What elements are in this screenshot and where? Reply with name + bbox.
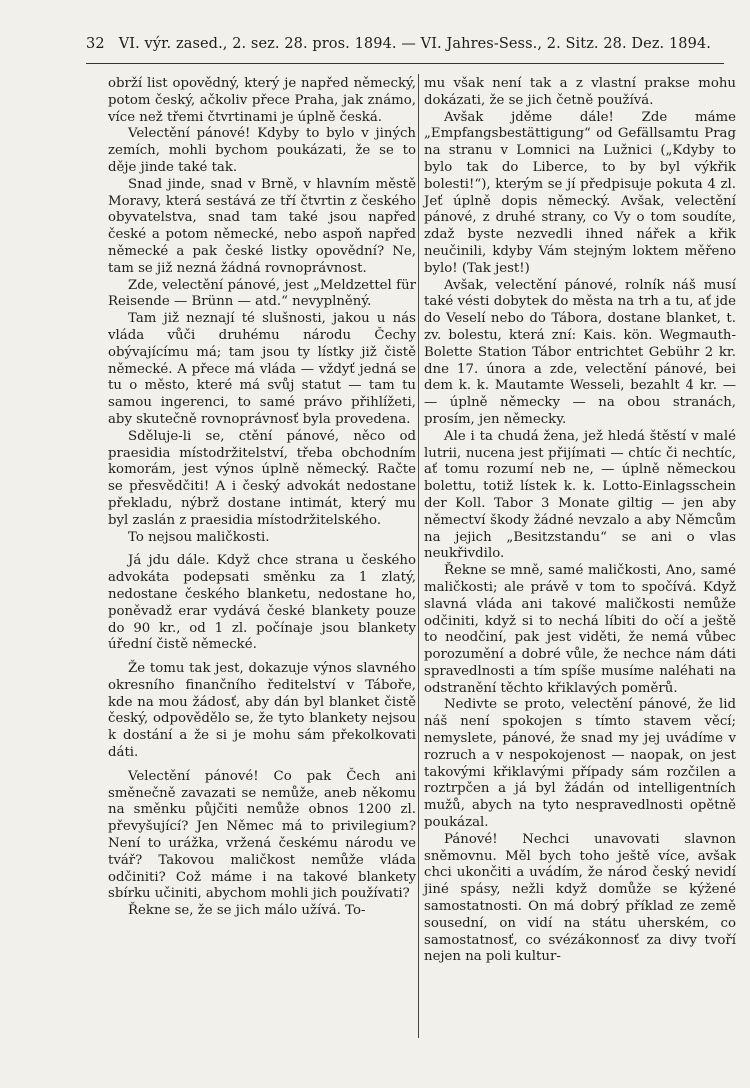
paragraph: Nedivte se proto, velectění pánové, že lid náš není spokojen s tímto stavem věcí; nemyslete, pánové, že snad my jej uvádíme v rozruch a v nespokojenost — naopak, on jest takovými křiklavými případy sám rozčilen a roztrpčen a já byl žádán od intelligentních mužů, abych na tyto nespravedlnosti opětně poukázal. [424,697,736,831]
column-divider [418,74,419,1038]
paragraph: Avšak jděme dále! Zde máme „Empfangsbestättigung“ od Gefällsamtu Prag na stranu v Lomnici na Lužnici („Kdyby to bylo tak do Liberce, to by byl výkřik bolesti!“), kterým se jí předpisuje pokuta 4 zl. Jeť úplně dopis německý. Avšak, velectění pánové, z druhé strany, co Vy o tom soudíte, zdaž byste nezvedli ihned nářek a křik neučinili, kdyby Vám stejným loktem měřeno bylo! (Tak jest!) [424,109,736,276]
paragraph: Velectění pánové! Co pak Čech ani směnečně zavazati se nemůže, aneb někomu na směnku půjčiti nemůže obnos 1200 zl. převyšující? Jen Němec má to privilegium? Není to urážka, vržená českému národu ve tvář? Takovou maličkost nemůže vláda odčiniti? Což máme i na takové blankety sbírku učiniti, abychom mohli jich používati? [108,768,416,902]
right-column [424,76,736,966]
paragraph: Tam již neznají té slušnosti, jakou u nás vláda vůči druhému národu Čechy obývajícímu má; tam jsou ty lístky již čistě německé. A přece má vláda — vždyť jedná se tu o město, které má svůj statut — tam tu samou ingerenci, to samé právo přihlížeti, aby skutečně rovnoprávnosť byla provedena. [108,311,416,427]
page-header [86,36,726,52]
header-separator: — [401,36,416,52]
paragraph: Ale i ta chudá žena, jež hledá štěstí v malé lutrii, nucena jest přijímati — chtíc či nechtíc, ať tomu rozumí neb ne, — úplně německou bolettu, totiž lístek k. k. Lotto-Einlagsschein der Koll. Tabor 3 Monate giltig — jen aby němectví škody žádné nevzalo a aby Němcům na jejich „Besitzstandu“ se ani o vlas neukřivdilo. [424,428,736,562]
paragraph: Že tomu tak jest, dokazuje výnos slavného okresního finančního ředitelství v Táboře, kde na mou žádosť, aby dán byl blanket čistě český, odpovědělo se, že tyto blankety nejsou k dostání a že si je mohu sám překolkovati dáti. [108,661,416,761]
paragraph: Sděluje-li se, ctění pánové, něco od praesidia místodržitelství, třeba obchodním komorám, jest výnos úplně německý. Račte se přesvědčiti! A i český advokát nedostane překladu, nýbrž dostane intimát, který mu byl zaslán z praesidia místodržitelského. [108,428,416,528]
paragraph: Avšak, velectění pánové, rolník náš musí také vésti dobytek do města na trh a tu, ať jde do Veselí nebo do Tábora, dostane blanket, t. zv. bolestu, která zní: Kais. kön. Wegmauth-Bolette Station Tábor entrichtet Gebühr 2 kr. dne 17. února a zde, velectění pánové, bei dem k. k. Mautamte Wesseli, bezahlt 4 kr. — — úplně německy — na obou stranách, prosím, jen německy. [424,277,736,427]
left-column [108,76,416,920]
paragraph: Řekne se, že se jich málo užívá. To- [128,903,366,919]
header-left-title: VI. výr. zased., 2. sez. 28. pros. 1894. [118,36,397,52]
header-rule [86,63,724,64]
paragraph: Řekne se mně, samé maličkosti, Ano, samé maličkosti; ale právě v tom to spočívá. Když slavná vláda ani takové maličkosti nemůže odčiniti, když si to nechá líbiti do očí a ještě to neodčiní, pak jest viděti, že nemá vůbec porozumění a dobré vůle, že nechce nám dáti spravedlnosti a tím spíše musíme naléhati na odstranění těchto křiklavých poměrů. [424,563,736,696]
paragraph: Snad jinde, snad v Brně, v hlavním městě Moravy, která sestává ze tří čtvrtin z českého obyvatelstva, snad tam také jsou napřed české a potom německé, nebo aspoň napřed německé a pak české listky opovědní? Ne, tam se již nezná žádná rovnoprávnost. [108,176,416,276]
paragraph: To nejsou maličkosti. [128,529,270,545]
paragraph: Já jdu dále. Když chce strana u českého advokáta podepsati směnku za 1 zlatý, nedostane českého blanketu, nedostane ho, poněvadž erar vydává české blankety pouze do 90 kr., od 1 zl. počínaje jsou blankety úřední čistě německé. [108,553,416,653]
paragraph: obrží list opovědný, který je napřed německý, potom český, ačkoliv přece Praha, jak známo, více než třemi čtvrtinami je úplně česká. [108,76,416,125]
paragraph: mu však není tak a z vlastní prakse mohu dokázati, že se jich četně používá. [424,76,736,108]
header-right-title: VI. Jahres-Sess., 2. Sitz. 28. Dez. 1894. [420,36,711,52]
page-number: 32 [86,36,105,52]
paragraph: Velectění pánové! Kdyby to bylo v jiných zemích, mohli bychom poukázati, že se to děje jinde také tak. [108,126,416,175]
paragraph: Zde, velectění pánové, jest „Meldzettel für Reisende — Brünn — atd.“ nevyplněný. [108,277,416,310]
paragraph: Pánové! Nechci unavovati slavnon sněmovnu. Měl bych toho ještě více, avšak chci ukončiti a uvádím, že národ český nevidí jiné spásy, nežli když domůže se kýžené samostatnosti. On má dobrý příklad ze země sousední, on vidí na státu uherském, co samostatnosť, co svézákonnosť za divy tvoří nejen na poli kultur- [424,831,736,965]
